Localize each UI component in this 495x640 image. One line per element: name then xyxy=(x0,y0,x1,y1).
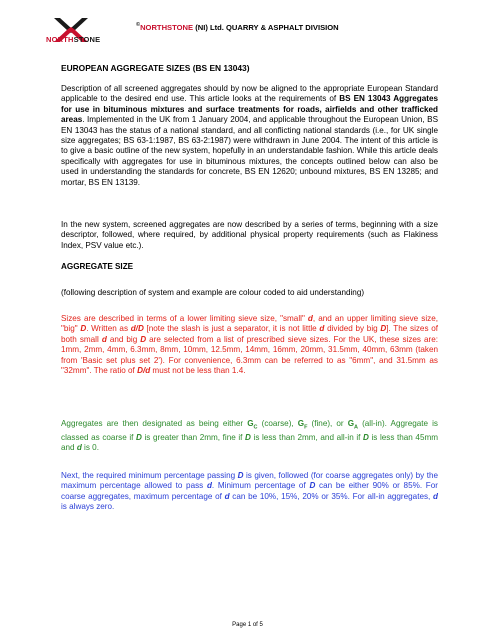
paragraph-terms: In the new system, screened aggregates are now described by a series of terms, beginning with a size descriptor, followed, where required, by additional physical property requirements (such as Flakiness Index, PSV value etc.). xyxy=(61,220,438,250)
page-header: ©NORTHSTONE (NI) Ltd. QUARRY & ASPHALT DIVISION xyxy=(136,22,339,32)
logo-wordmark: NORTHSTONE xyxy=(46,35,101,44)
paragraph-colour-note: (following description of system and example are colour coded to aid understanding) xyxy=(61,288,365,297)
section-heading-aggregate-size: AGGREGATE SIZE xyxy=(61,262,134,271)
page-footer: Page 1 of 5 xyxy=(232,622,263,628)
northstone-logo-icon xyxy=(50,16,92,50)
paragraph-sizes: Sizes are described in terms of a lower limiting sieve size, "small" d, and an upper limiting sieve size, "big" D. Written as d/D [note the slash is just a separator, it is not little d divided by big D]. The sizes of both small d and big D are selected from a list of prescribed sieve sizes. For the UK, these sizes are: 1mm, 2mm, 4mm, 6.3mm, 8mm, 10mm, 12.5mm, 14mm, 16mm, 20mm, 31.5mm, 40mm, 63mm (taken from 'Basic set plus set 2'). For convenience, 6.3mm can be referred to as "6mm", and 31.5mm as "32mm". The ratio of D/d must not be less than 1.4. xyxy=(61,314,439,376)
intro-paragraph: Description of all screened aggregates should by now be aligned to the appropriate European Standard applicable to the desired end use. This article looks at the requirements of BS EN 13043 Aggregates for use in bituminous mixtures and surface treatments for roads, airfields and other trafficked areas. Implemented in the UK from 1 January 2004, and applicable throughout the European Union, BS EN 13043 has the status of a national standard, and all conflicting national standards (i.e., for UK single size aggregates; BS 63-1:1987, BS 63-2:1987) were withdrawn in June 2004. The intent of this article is to give a basic outline of the new system, hopefully in an understandable fashion. While this article deals specifically with aggregates for use in bituminous mixtures, the concepts outlined below can also be used in understanding the standards for concrete, BS EN 12620; unbound mixtures, BS EN 13285; and mortar, BS EN 13139. xyxy=(61,84,438,187)
page-title: EUROPEAN AGGREGATE SIZES (BS EN 13043) xyxy=(61,63,250,73)
paragraph-designation: Aggregates are then designated as being either $G_C$ (coarse), $G_F$ (fine), or $G_A$ (all-in). Aggregate is classed as coarse if D is greater than 2mm, fine if D is less than 2mm, and all-in if D is less than 45mm and d is 0. xyxy=(61,419,439,453)
paragraph-percentages: Next, the required minimum percentage passing D is given, followed (for coarse aggregates only) by the maximum percentage allowed to pass d. Minimum percentage of D can be either 90% or 85%. For coarse aggregates, maximum percentage of d can be 10%, 15%, 20% or 35%. For all-in aggregates, d is always zero. xyxy=(61,471,438,512)
